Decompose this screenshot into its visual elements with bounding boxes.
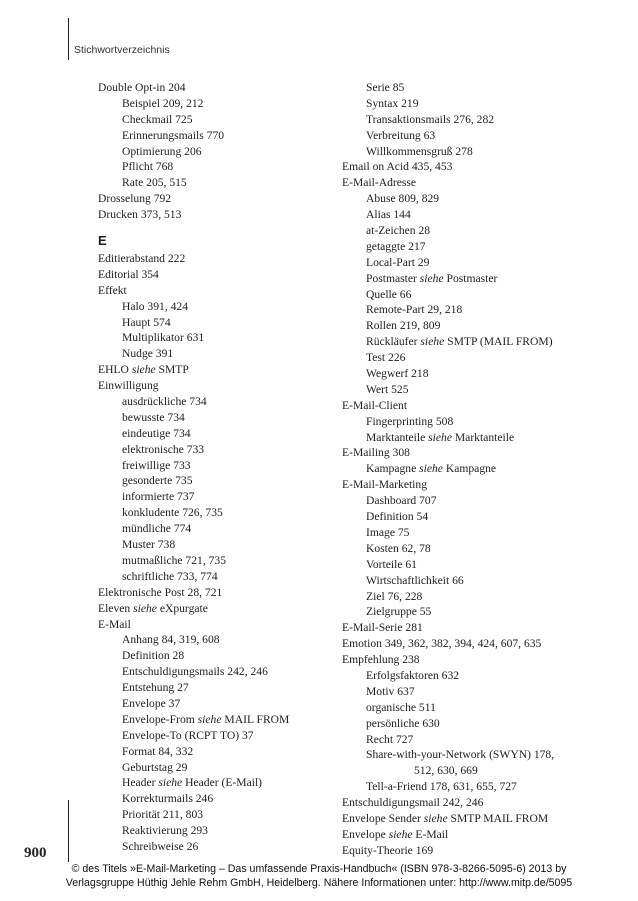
entry-target: SMTP — [155, 363, 189, 377]
index-entry: E-Mail-Marketing — [342, 478, 427, 492]
index-subentry: getaggte 217 — [366, 239, 426, 253]
entry-term: Envelope Sender — [342, 811, 424, 825]
index-entry: Entschuldigungsmail 242, 246 — [342, 796, 484, 810]
entry-target: Postmaster — [443, 271, 498, 285]
index-subentry: Rollen 219, 809 — [366, 319, 441, 333]
entry-term: Envelope-From — [122, 712, 198, 726]
index-subentry: Entschuldigungsmails 242, 246 — [122, 665, 268, 679]
index-subentry: Ziel 76, 228 — [366, 589, 423, 603]
index-subentry — [342, 334, 602, 350]
index-subentry: Geburtstag 29 — [122, 760, 188, 774]
index-subentry — [342, 430, 602, 446]
index-subentry: Format 84, 332 — [122, 744, 194, 758]
index-subentry: Muster 738 — [122, 538, 176, 552]
index-entry: Equity-Theorie 169 — [342, 843, 434, 857]
index-subentry: Multiplikator 631 — [122, 331, 205, 345]
index-subentry: Serie 85 — [366, 81, 405, 94]
index-subentry: Envelope 37 — [122, 696, 181, 710]
index-entry: Editierabstand 222 — [98, 252, 186, 266]
index-subentry — [98, 712, 336, 728]
index-subentry: Share-with-your-Network (SWYN) 178, — [366, 748, 555, 762]
index-subentry: Motiv 637 — [366, 684, 415, 698]
index-subentry: Local-Part 29 — [366, 255, 430, 269]
entry-target: SMTP MAIL FROM — [447, 811, 549, 825]
index-subentry — [98, 775, 336, 791]
entry-target: MAIL FROM — [221, 712, 290, 726]
index-subentry: informierte 737 — [122, 490, 195, 504]
index-subentry: Optimierung 206 — [122, 144, 202, 158]
index-entry: Empfehlung 238 — [342, 653, 420, 667]
index-subentry: freiwillige 733 — [122, 458, 191, 472]
index-subentry: mutmaßliche 721, 735 — [122, 553, 227, 567]
entry-term: Eleven — [98, 601, 134, 615]
index-subentry: Willkommensgruß 278 — [366, 144, 473, 158]
index-entry: E-Mail-Client — [342, 398, 408, 412]
see-reference: siehe — [197, 712, 222, 726]
footer-line-2: Verlagsgruppe Hüthig Jehle Rehm GmbH, Heidelberg. Nähere Informationen unter: http://www.mitp.de/5095 — [65, 877, 573, 889]
page-number: 900 — [24, 845, 47, 861]
index-entry: E-Mailing 308 — [342, 446, 410, 460]
index-subentry: gesonderte 735 — [122, 474, 193, 488]
index-subentry: Syntax 219 — [366, 96, 419, 110]
copyright-footer — [0, 862, 638, 890]
top-margin-rule — [68, 18, 69, 60]
index-subentry: Recht 727 — [366, 732, 414, 746]
index-entry: Emotion 349, 362, 382, 394, 424, 607, 635 — [342, 637, 542, 651]
index-subentry: Kosten 62, 78 — [366, 541, 431, 555]
index-subentry: Halo 391, 424 — [122, 299, 189, 313]
index-entry: Double Opt-in 204 — [98, 81, 186, 94]
index-subentry: Zielgruppe 55 — [366, 605, 432, 619]
index-entry: Drucken 373, 513 — [98, 208, 182, 222]
index-subentry: Definition 28 — [122, 649, 185, 663]
index-entry — [342, 811, 602, 827]
entry-target: Header (E-Mail) — [182, 776, 263, 790]
index-subentry: Wert 525 — [366, 382, 409, 396]
index-subentry: Wegwerf 218 — [366, 367, 429, 381]
index-subentry: Nudge 391 — [122, 347, 174, 361]
index-subentry: Anhang 84, 319, 608 — [122, 633, 220, 647]
index-entry: E-Mail-Adresse — [342, 176, 417, 190]
entry-target: E-Mail — [412, 827, 449, 841]
index-subentry: Erinnerungsmails 770 — [122, 128, 225, 142]
index-subentry: Priorität 211, 803 — [122, 808, 204, 822]
entry-term: Marktanteile — [366, 430, 429, 444]
see-reference: siehe — [388, 827, 413, 841]
index-entry — [342, 827, 602, 843]
index-column-left — [98, 80, 336, 855]
index-entry: Drosselung 792 — [98, 192, 172, 206]
index-subentry: Rate 205, 515 — [122, 176, 187, 190]
index-entry — [98, 601, 336, 617]
footer-line-1: © des Titels »E-Mail-Marketing – Das umfassende Praxis-Handbuch« (ISBN 978-3-8266-5095-6) 2013 by — [71, 863, 567, 875]
entry-term: Rückläufer — [366, 335, 421, 349]
entry-target: SMTP (MAIL FROM) — [444, 335, 553, 349]
entry-term: Postmaster — [366, 271, 420, 285]
index-subentry: Test 226 — [366, 351, 406, 365]
index-subentry: persönliche 630 — [366, 716, 440, 730]
entry-term: EHLO — [98, 363, 132, 377]
entry-target: eXpurgate — [156, 601, 208, 615]
bottom-margin-rule — [68, 800, 69, 862]
index-entry: Email on Acid 435, 453 — [342, 160, 453, 174]
index-subentry: Wirtschaftlichkeit 66 — [366, 573, 464, 587]
index-subentry: Haupt 574 — [122, 315, 171, 329]
see-reference: siehe — [419, 462, 443, 476]
index-subentry: Fingerprinting 508 — [366, 414, 454, 428]
entry-target: Marktanteile — [451, 430, 515, 444]
entry-term: Header — [122, 776, 159, 790]
index-subentry: Erfolgsfaktoren 632 — [366, 668, 460, 682]
index-subentry: Dashboard 707 — [366, 494, 437, 508]
see-reference: siehe — [158, 776, 183, 790]
see-reference: siehe — [133, 601, 157, 615]
see-reference: siehe — [423, 811, 448, 825]
entry-term: Envelope — [342, 827, 389, 841]
index-subentry: organische 511 — [366, 700, 436, 714]
index-subentry: Korrekturmails 246 — [122, 792, 214, 806]
index-subentry: Entstehung 27 — [122, 681, 189, 695]
index-subentry: Alias 144 — [366, 208, 411, 222]
index-subentry: Beispiel 209, 212 — [122, 96, 204, 110]
index-subentry: Checkmail 725 — [122, 112, 193, 126]
index-subentry: at-Zeichen 28 — [366, 224, 431, 238]
index-subentry: Abuse 809, 829 — [366, 192, 440, 206]
index-subentry: schriftliche 733, 774 — [122, 569, 218, 583]
index-entry — [98, 362, 336, 378]
index-subentry: Verbreitung 63 — [366, 128, 436, 142]
index-subentry: eindeutige 734 — [122, 426, 191, 440]
index-subentry: Tell-a-Friend 178, 631, 655, 727 — [366, 780, 517, 794]
index-subentry — [342, 461, 602, 477]
index-entry: E-Mail-Serie 281 — [342, 621, 423, 635]
index-subentry: ausdrückliche 734 — [122, 395, 207, 409]
index-subentry: Envelope-To (RCPT TO) 37 — [122, 728, 254, 742]
entry-term: Kampagne — [366, 462, 420, 476]
index-subentry: konkludente 726, 735 — [122, 506, 223, 520]
index-subentry: Remote-Part 29, 218 — [366, 303, 463, 317]
running-header: Stichwortverzeichnis — [74, 44, 170, 56]
index-subentry — [342, 271, 602, 287]
index-subentry: Reaktivierung 293 — [122, 824, 208, 838]
index-entry: Elektronische Post 28, 721 — [98, 585, 223, 599]
index-letter-heading: E — [98, 233, 107, 249]
index-subentry: Pflicht 768 — [122, 160, 174, 174]
see-reference: siehe — [428, 430, 452, 444]
see-reference: siehe — [131, 363, 156, 377]
index-subentry: 512, 630, 669 — [414, 764, 478, 778]
index-entry: Editorial 354 — [98, 267, 159, 281]
index-column-right — [342, 80, 602, 859]
index-entry: Effekt — [98, 283, 127, 297]
index-subentry: elektronische 733 — [122, 442, 205, 456]
index-subentry: bewusste 734 — [122, 410, 185, 424]
entry-target: Kampagne — [442, 462, 497, 476]
index-subentry: mündliche 774 — [122, 522, 192, 536]
index-entry: E-Mail — [98, 617, 131, 631]
index-subentry: Definition 54 — [366, 510, 429, 524]
index-subentry: Quelle 66 — [366, 287, 412, 301]
index-subentry: Schreibweise 26 — [122, 839, 199, 853]
see-reference: siehe — [420, 335, 445, 349]
index-subentry: Image 75 — [366, 525, 410, 539]
index-subentry: Vorteile 61 — [366, 557, 417, 571]
index-subentry: Transaktionsmails 276, 282 — [366, 112, 495, 126]
index-entry: Einwilligung — [98, 379, 159, 393]
see-reference: siehe — [419, 271, 444, 285]
